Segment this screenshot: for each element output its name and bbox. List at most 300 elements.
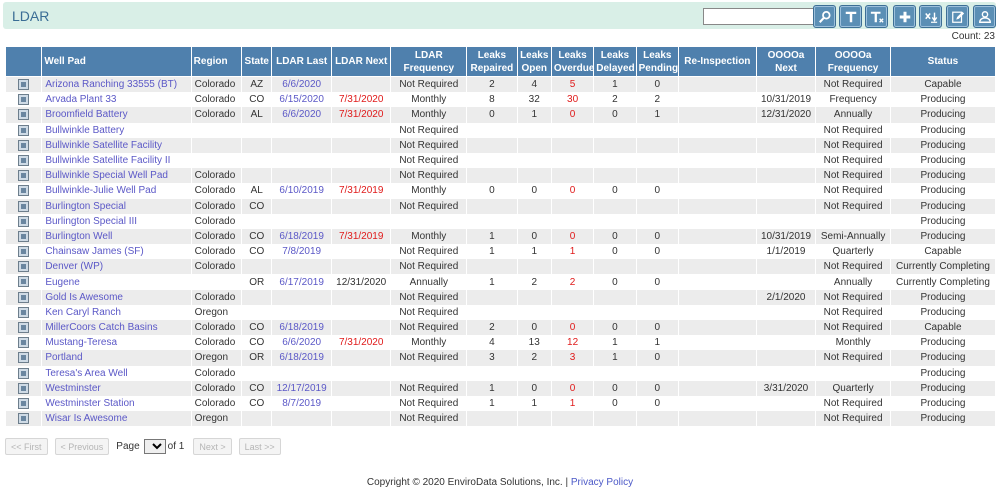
leaks-pending-cell: 0 (636, 381, 678, 396)
leaks-repaired-cell (467, 366, 517, 381)
oooooa-next-cell (756, 305, 816, 320)
leaks-delayed-cell (594, 290, 636, 305)
pagination (5, 438, 288, 455)
ldar-next-cell: 7/31/2019 (331, 229, 391, 244)
row-detail-icon[interactable] (18, 261, 29, 272)
leaks-delayed-cell: 0 (594, 244, 636, 259)
well-pad-cell[interactable]: Bullwinkle-Julie Well Pad (42, 183, 191, 198)
leaks-delayed-cell: 1 (594, 335, 636, 350)
row-detail-cell (6, 396, 42, 411)
leaks-pending-cell (636, 366, 678, 381)
ldar-next-cell (331, 259, 391, 274)
table-row[interactable] (6, 107, 996, 122)
ldar-frequency-cell (391, 214, 467, 229)
well-pad-cell[interactable]: Ken Caryl Ranch (42, 305, 191, 320)
row-detail-icon[interactable] (18, 79, 29, 90)
filter-button[interactable] (839, 5, 862, 28)
table-row[interactable] (6, 411, 996, 426)
re-inspection-cell (679, 183, 757, 198)
row-detail-icon[interactable] (18, 337, 29, 348)
re-inspection-cell (679, 320, 757, 335)
re-inspection-cell (679, 350, 757, 365)
leaks-delayed-cell: 0 (594, 183, 636, 198)
oooooa-frequency-cell: Annually (816, 274, 891, 289)
row-detail-icon[interactable] (18, 276, 29, 287)
leaks-delayed-cell: 0 (594, 320, 636, 335)
column-header-ldar-frequency[interactable]: LDAR Frequency (391, 47, 467, 77)
re-inspection-cell (679, 168, 757, 183)
ldar-frequency-cell: Annually (391, 274, 467, 289)
ldar-next-cell (331, 320, 391, 335)
next-page-button[interactable]: Next > (193, 438, 231, 455)
leaks-overdue-cell: 0 (551, 229, 593, 244)
ldar-last-cell: 6/17/2019 (272, 274, 332, 289)
oooooa-frequency-cell: Not Required (816, 350, 891, 365)
table-row[interactable] (6, 290, 996, 305)
region-cell: Colorado (191, 77, 241, 93)
well-pad-cell[interactable]: Westminster (42, 381, 191, 396)
ldar-table (5, 46, 996, 426)
row-detail-cell (6, 290, 42, 305)
row-detail-icon[interactable] (18, 109, 29, 120)
row-detail-icon[interactable] (18, 246, 29, 257)
table-row[interactable] (6, 123, 996, 138)
footer (0, 477, 1000, 488)
table-row[interactable] (6, 199, 996, 214)
row-detail-icon[interactable] (18, 155, 29, 166)
table-row[interactable] (6, 183, 996, 198)
column-header-state[interactable]: State (242, 47, 272, 77)
leaks-delayed-cell (594, 411, 636, 426)
state-cell (242, 214, 272, 229)
row-detail-icon[interactable] (18, 170, 29, 181)
leaks-overdue-cell: 0 (551, 320, 593, 335)
magnifier-icon (818, 10, 832, 24)
state-cell: OR (242, 350, 272, 365)
column-header-status[interactable]: Status (890, 47, 995, 77)
leaks-repaired-cell (467, 138, 517, 153)
oooooa-next-cell (756, 77, 816, 93)
leaks-pending-cell (636, 153, 678, 168)
re-inspection-cell (679, 381, 757, 396)
leaks-pending-cell: 0 (636, 183, 678, 198)
row-detail-cell (6, 244, 42, 259)
leaks-open-cell (517, 123, 551, 138)
well-pad-cell[interactable]: Arizona Ranching 33555 (BT) (42, 77, 191, 93)
region-cell: Colorado (191, 381, 241, 396)
oooooa-frequency-cell: Not Required (816, 290, 891, 305)
row-detail-icon[interactable] (18, 307, 29, 318)
oooooa-frequency-cell: Not Required (816, 259, 891, 274)
well-pad-cell[interactable]: Mustang-Teresa (42, 335, 191, 350)
oooooa-frequency-cell: Frequency (816, 92, 891, 107)
edit-button[interactable] (946, 5, 969, 28)
column-header-icon (6, 47, 42, 77)
status-cell: Producing (890, 411, 995, 426)
ldar-last-cell: 6/18/2019 (272, 350, 332, 365)
region-cell: Colorado (191, 290, 241, 305)
table-row[interactable] (6, 138, 996, 153)
row-detail-icon[interactable] (18, 94, 29, 105)
leaks-repaired-cell (467, 411, 517, 426)
table-row[interactable] (6, 320, 996, 335)
column-header-leaks-overdue[interactable]: Leaks Overdue (551, 47, 593, 77)
region-cell: Colorado (191, 320, 241, 335)
region-cell: Colorado (191, 107, 241, 122)
region-cell (191, 274, 241, 289)
table-row[interactable] (6, 381, 996, 396)
leaks-repaired-cell: 2 (467, 320, 517, 335)
leaks-delayed-cell (594, 123, 636, 138)
leaks-open-cell: 2 (517, 350, 551, 365)
ldar-frequency-cell: Not Required (391, 305, 467, 320)
oooooa-next-cell: 1/1/2019 (756, 244, 816, 259)
table-row[interactable] (6, 229, 996, 244)
state-cell (242, 305, 272, 320)
row-detail-icon[interactable] (18, 125, 29, 136)
leaks-overdue-cell: 5 (551, 77, 593, 93)
row-detail-icon[interactable] (18, 201, 29, 212)
well-pad-cell[interactable]: Chainsaw James (SF) (42, 244, 191, 259)
oooooa-frequency-cell: Not Required (816, 199, 891, 214)
table-row[interactable] (6, 244, 996, 259)
add-button[interactable] (893, 5, 916, 28)
leaks-repaired-cell (467, 290, 517, 305)
page-count-label: of 1 (167, 441, 185, 452)
table-row[interactable] (6, 259, 996, 274)
well-pad-cell[interactable]: Broomfield Battery (42, 107, 191, 122)
leaks-open-cell (517, 168, 551, 183)
leaks-repaired-cell: 2 (467, 77, 517, 93)
state-cell (242, 366, 272, 381)
row-detail-cell (6, 259, 42, 274)
ldar-last-cell (272, 411, 332, 426)
ldar-frequency-cell: Monthly (391, 107, 467, 122)
state-cell (242, 138, 272, 153)
row-detail-icon[interactable] (18, 322, 29, 333)
leaks-pending-cell: 0 (636, 320, 678, 335)
leaks-open-cell: 0 (517, 381, 551, 396)
row-detail-icon[interactable] (18, 383, 29, 394)
ldar-frequency-cell: Not Required (391, 320, 467, 335)
row-detail-cell (6, 320, 42, 335)
region-cell: Colorado (191, 396, 241, 411)
ldar-last-cell: 8/7/2019 (272, 396, 332, 411)
leaks-delayed-cell: 0 (594, 396, 636, 411)
leaks-overdue-cell: 1 (551, 244, 593, 259)
well-pad-cell[interactable]: Denver (WP) (42, 259, 191, 274)
ldar-next-cell (331, 381, 391, 396)
oooooa-next-cell (756, 138, 816, 153)
ldar-frequency-cell: Monthly (391, 183, 467, 198)
oooooa-next-cell (756, 199, 816, 214)
region-cell: Colorado (191, 199, 241, 214)
leaks-overdue-cell (551, 153, 593, 168)
user-button[interactable] (973, 5, 996, 28)
row-detail-cell (6, 366, 42, 381)
oooooa-next-cell (756, 411, 816, 426)
column-header-well-pad[interactable]: Well Pad (42, 47, 191, 77)
oooooa-next-cell: 10/31/2019 (756, 92, 816, 107)
well-pad-cell[interactable]: Bullwinkle Battery (42, 123, 191, 138)
leaks-repaired-cell (467, 168, 517, 183)
table-header-row (6, 47, 996, 77)
row-detail-cell (6, 214, 42, 229)
status-cell: Capable (890, 77, 995, 93)
table-row[interactable] (6, 214, 996, 229)
status-cell: Producing (890, 396, 995, 411)
ldar-next-cell: 7/31/2020 (331, 92, 391, 107)
column-header-re-inspection[interactable]: Re-Inspection (679, 47, 757, 77)
leaks-delayed-cell: 0 (594, 381, 636, 396)
ldar-frequency-cell: Not Required (391, 153, 467, 168)
oooooa-frequency-cell (816, 366, 891, 381)
table-row[interactable] (6, 168, 996, 183)
page-title: LDAR (12, 8, 50, 24)
ldar-frequency-cell: Not Required (391, 350, 467, 365)
well-pad-cell[interactable]: Eugene (42, 274, 191, 289)
ldar-frequency-cell: Not Required (391, 244, 467, 259)
table-row[interactable] (6, 92, 996, 107)
well-pad-cell[interactable]: Burlington Special III (42, 214, 191, 229)
region-cell: Oregon (191, 350, 241, 365)
column-header-leaks-repaired[interactable]: Leaks Repaired (467, 47, 517, 77)
ldar-last-cell (272, 138, 332, 153)
leaks-repaired-cell: 1 (467, 244, 517, 259)
leaks-overdue-cell (551, 411, 593, 426)
leaks-overdue-cell (551, 199, 593, 214)
leaks-delayed-cell (594, 214, 636, 229)
ldar-last-cell (272, 168, 332, 183)
leaks-repaired-cell (467, 123, 517, 138)
filter-icon (844, 10, 858, 24)
ldar-next-cell: 7/31/2020 (331, 107, 391, 122)
well-pad-cell[interactable]: Westminster Station (42, 396, 191, 411)
column-header-region[interactable]: Region (191, 47, 241, 77)
leaks-open-cell: 0 (517, 229, 551, 244)
column-header-ldar-next[interactable]: LDAR Next (331, 47, 391, 77)
well-pad-cell[interactable]: Portland (42, 350, 191, 365)
leaks-open-cell: 0 (517, 320, 551, 335)
ldar-last-cell: 6/15/2020 (272, 92, 332, 107)
clear-filter-button[interactable] (865, 5, 888, 28)
oooooa-next-cell: 12/31/2020 (756, 107, 816, 122)
leaks-open-cell (517, 153, 551, 168)
leaks-pending-cell (636, 259, 678, 274)
well-pad-cell[interactable]: Bullwinkle Satellite Facility (42, 138, 191, 153)
row-detail-icon[interactable] (18, 216, 29, 227)
table-row[interactable] (6, 396, 996, 411)
ldar-next-cell: 7/31/2019 (331, 183, 391, 198)
previous-page-button[interactable]: < Previous (55, 438, 110, 455)
row-detail-icon[interactable] (18, 185, 29, 196)
row-detail-icon[interactable] (18, 398, 29, 409)
leaks-repaired-cell (467, 305, 517, 320)
status-cell: Producing (890, 123, 995, 138)
column-header-oooooa-frequency[interactable]: OOOOa Frequency (816, 47, 891, 77)
oooooa-next-cell (756, 396, 816, 411)
search-input[interactable] (703, 8, 814, 25)
ldar-last-cell (272, 214, 332, 229)
oooooa-frequency-cell: Not Required (816, 396, 891, 411)
leaks-open-cell: 1 (517, 107, 551, 122)
row-detail-cell (6, 77, 42, 93)
well-pad-cell[interactable]: Arvada Plant 33 (42, 92, 191, 107)
re-inspection-cell (679, 77, 757, 93)
table-row[interactable] (6, 335, 996, 350)
leaks-pending-cell (636, 411, 678, 426)
table-row[interactable] (6, 274, 996, 289)
table-row[interactable] (6, 366, 996, 381)
state-cell: CO (242, 381, 272, 396)
status-cell: Producing (890, 350, 995, 365)
leaks-open-cell: 32 (517, 92, 551, 107)
table-row[interactable] (6, 305, 996, 320)
leaks-overdue-cell: 2 (551, 274, 593, 289)
ldar-next-cell (331, 396, 391, 411)
re-inspection-cell (679, 396, 757, 411)
table-row[interactable] (6, 153, 996, 168)
ldar-last-cell (272, 199, 332, 214)
oooooa-next-cell (756, 274, 816, 289)
leaks-repaired-cell: 1 (467, 229, 517, 244)
well-pad-cell[interactable]: Gold Is Awesome (42, 290, 191, 305)
leaks-open-cell: 1 (517, 396, 551, 411)
export-icon (924, 10, 938, 24)
region-cell: Colorado (191, 183, 241, 198)
privacy-policy-link[interactable]: Privacy Policy (570, 477, 634, 488)
well-pad-cell[interactable]: Wisar Is Awesome (42, 411, 191, 426)
row-detail-cell (6, 199, 42, 214)
state-cell (242, 153, 272, 168)
leaks-repaired-cell: 0 (467, 107, 517, 122)
well-pad-cell[interactable]: Bullwinkle Special Well Pad (42, 168, 191, 183)
oooooa-frequency-cell: Semi-Annually (816, 229, 891, 244)
well-pad-cell[interactable]: Burlington Special (42, 199, 191, 214)
leaks-open-cell (517, 199, 551, 214)
ldar-frequency-cell (391, 366, 467, 381)
oooooa-frequency-cell: Not Required (816, 305, 891, 320)
leaks-pending-cell: 0 (636, 274, 678, 289)
region-cell (191, 123, 241, 138)
well-pad-cell[interactable]: Teresa's Area Well (42, 366, 191, 381)
row-detail-cell (6, 138, 42, 153)
status-cell: Capable (890, 320, 995, 335)
leaks-overdue-cell: 0 (551, 183, 593, 198)
re-inspection-cell (679, 153, 757, 168)
leaks-open-cell (517, 138, 551, 153)
leaks-pending-cell: 0 (636, 77, 678, 93)
first-page-button[interactable]: << First (5, 438, 48, 455)
status-cell: Currently Completing (890, 259, 995, 274)
page-label: Page (116, 441, 140, 452)
leaks-open-cell (517, 290, 551, 305)
ldar-next-cell (331, 305, 391, 320)
status-cell: Currently Completing (890, 274, 995, 289)
well-pad-cell[interactable]: Bullwinkle Satellite Facility II (42, 153, 191, 168)
record-count: Count: 23 (951, 31, 995, 42)
ldar-next-cell (331, 153, 391, 168)
oooooa-frequency-cell: Annually (816, 107, 891, 122)
leaks-repaired-cell: 8 (467, 92, 517, 107)
row-detail-cell (6, 107, 42, 122)
re-inspection-cell (679, 366, 757, 381)
leaks-overdue-cell: 0 (551, 107, 593, 122)
ldar-frequency-cell: Not Required (391, 411, 467, 426)
oooooa-frequency-cell (816, 214, 891, 229)
leaks-delayed-cell (594, 138, 636, 153)
oooooa-next-cell: 2/1/2020 (756, 290, 816, 305)
search-button[interactable] (813, 5, 836, 28)
export-button[interactable] (919, 5, 942, 28)
page-select[interactable] (144, 439, 166, 454)
ldar-next-cell (331, 199, 391, 214)
row-detail-icon[interactable] (18, 368, 29, 379)
ldar-last-cell (272, 123, 332, 138)
status-cell: Producing (890, 214, 995, 229)
last-page-button[interactable]: Last >> (239, 438, 281, 455)
ldar-last-cell: 6/6/2020 (272, 77, 332, 93)
oooooa-frequency-cell: Not Required (816, 153, 891, 168)
row-detail-icon[interactable] (18, 413, 29, 424)
leaks-repaired-cell: 1 (467, 381, 517, 396)
oooooa-frequency-cell: Not Required (816, 168, 891, 183)
row-detail-cell (6, 229, 42, 244)
row-detail-icon[interactable] (18, 140, 29, 151)
status-cell: Producing (890, 92, 995, 107)
column-header-ldar-last[interactable]: LDAR Last (272, 47, 332, 77)
state-cell: CO (242, 320, 272, 335)
leaks-pending-cell: 0 (636, 350, 678, 365)
row-detail-icon[interactable] (18, 292, 29, 303)
ldar-last-cell: 6/18/2019 (272, 320, 332, 335)
oooooa-next-cell (756, 168, 816, 183)
table-row[interactable] (6, 77, 996, 93)
re-inspection-cell (679, 123, 757, 138)
row-detail-icon[interactable] (18, 231, 29, 242)
column-header-leaks-delayed[interactable]: Leaks Delayed (594, 47, 636, 77)
leaks-delayed-cell (594, 168, 636, 183)
edit-icon (951, 10, 965, 24)
row-detail-cell (6, 274, 42, 289)
leaks-repaired-cell: 4 (467, 335, 517, 350)
row-detail-icon[interactable] (18, 352, 29, 363)
oooooa-frequency-cell: Monthly (816, 335, 891, 350)
state-cell: CO (242, 396, 272, 411)
state-cell: CO (242, 92, 272, 107)
ldar-next-cell (331, 168, 391, 183)
oooooa-frequency-cell: Not Required (816, 183, 891, 198)
oooooa-next-cell: 10/31/2019 (756, 229, 816, 244)
re-inspection-cell (679, 305, 757, 320)
ldar-next-cell (331, 290, 391, 305)
column-header-leaks-pending[interactable]: Leaks Pending (636, 47, 678, 77)
leaks-pending-cell: 0 (636, 244, 678, 259)
status-cell: Producing (890, 107, 995, 122)
row-detail-cell (6, 123, 42, 138)
leaks-open-cell (517, 411, 551, 426)
re-inspection-cell (679, 335, 757, 350)
column-header-leaks-open[interactable]: Leaks Open (517, 47, 551, 77)
well-pad-cell[interactable]: MillerCoors Catch Basins (42, 320, 191, 335)
region-cell: Colorado (191, 244, 241, 259)
table-row[interactable] (6, 350, 996, 365)
column-header-oooooa-next[interactable]: OOOOa Next (756, 47, 816, 77)
region-cell: Colorado (191, 335, 241, 350)
oooooa-next-cell (756, 259, 816, 274)
well-pad-cell[interactable]: Burlington Well (42, 229, 191, 244)
leaks-pending-cell: 2 (636, 92, 678, 107)
